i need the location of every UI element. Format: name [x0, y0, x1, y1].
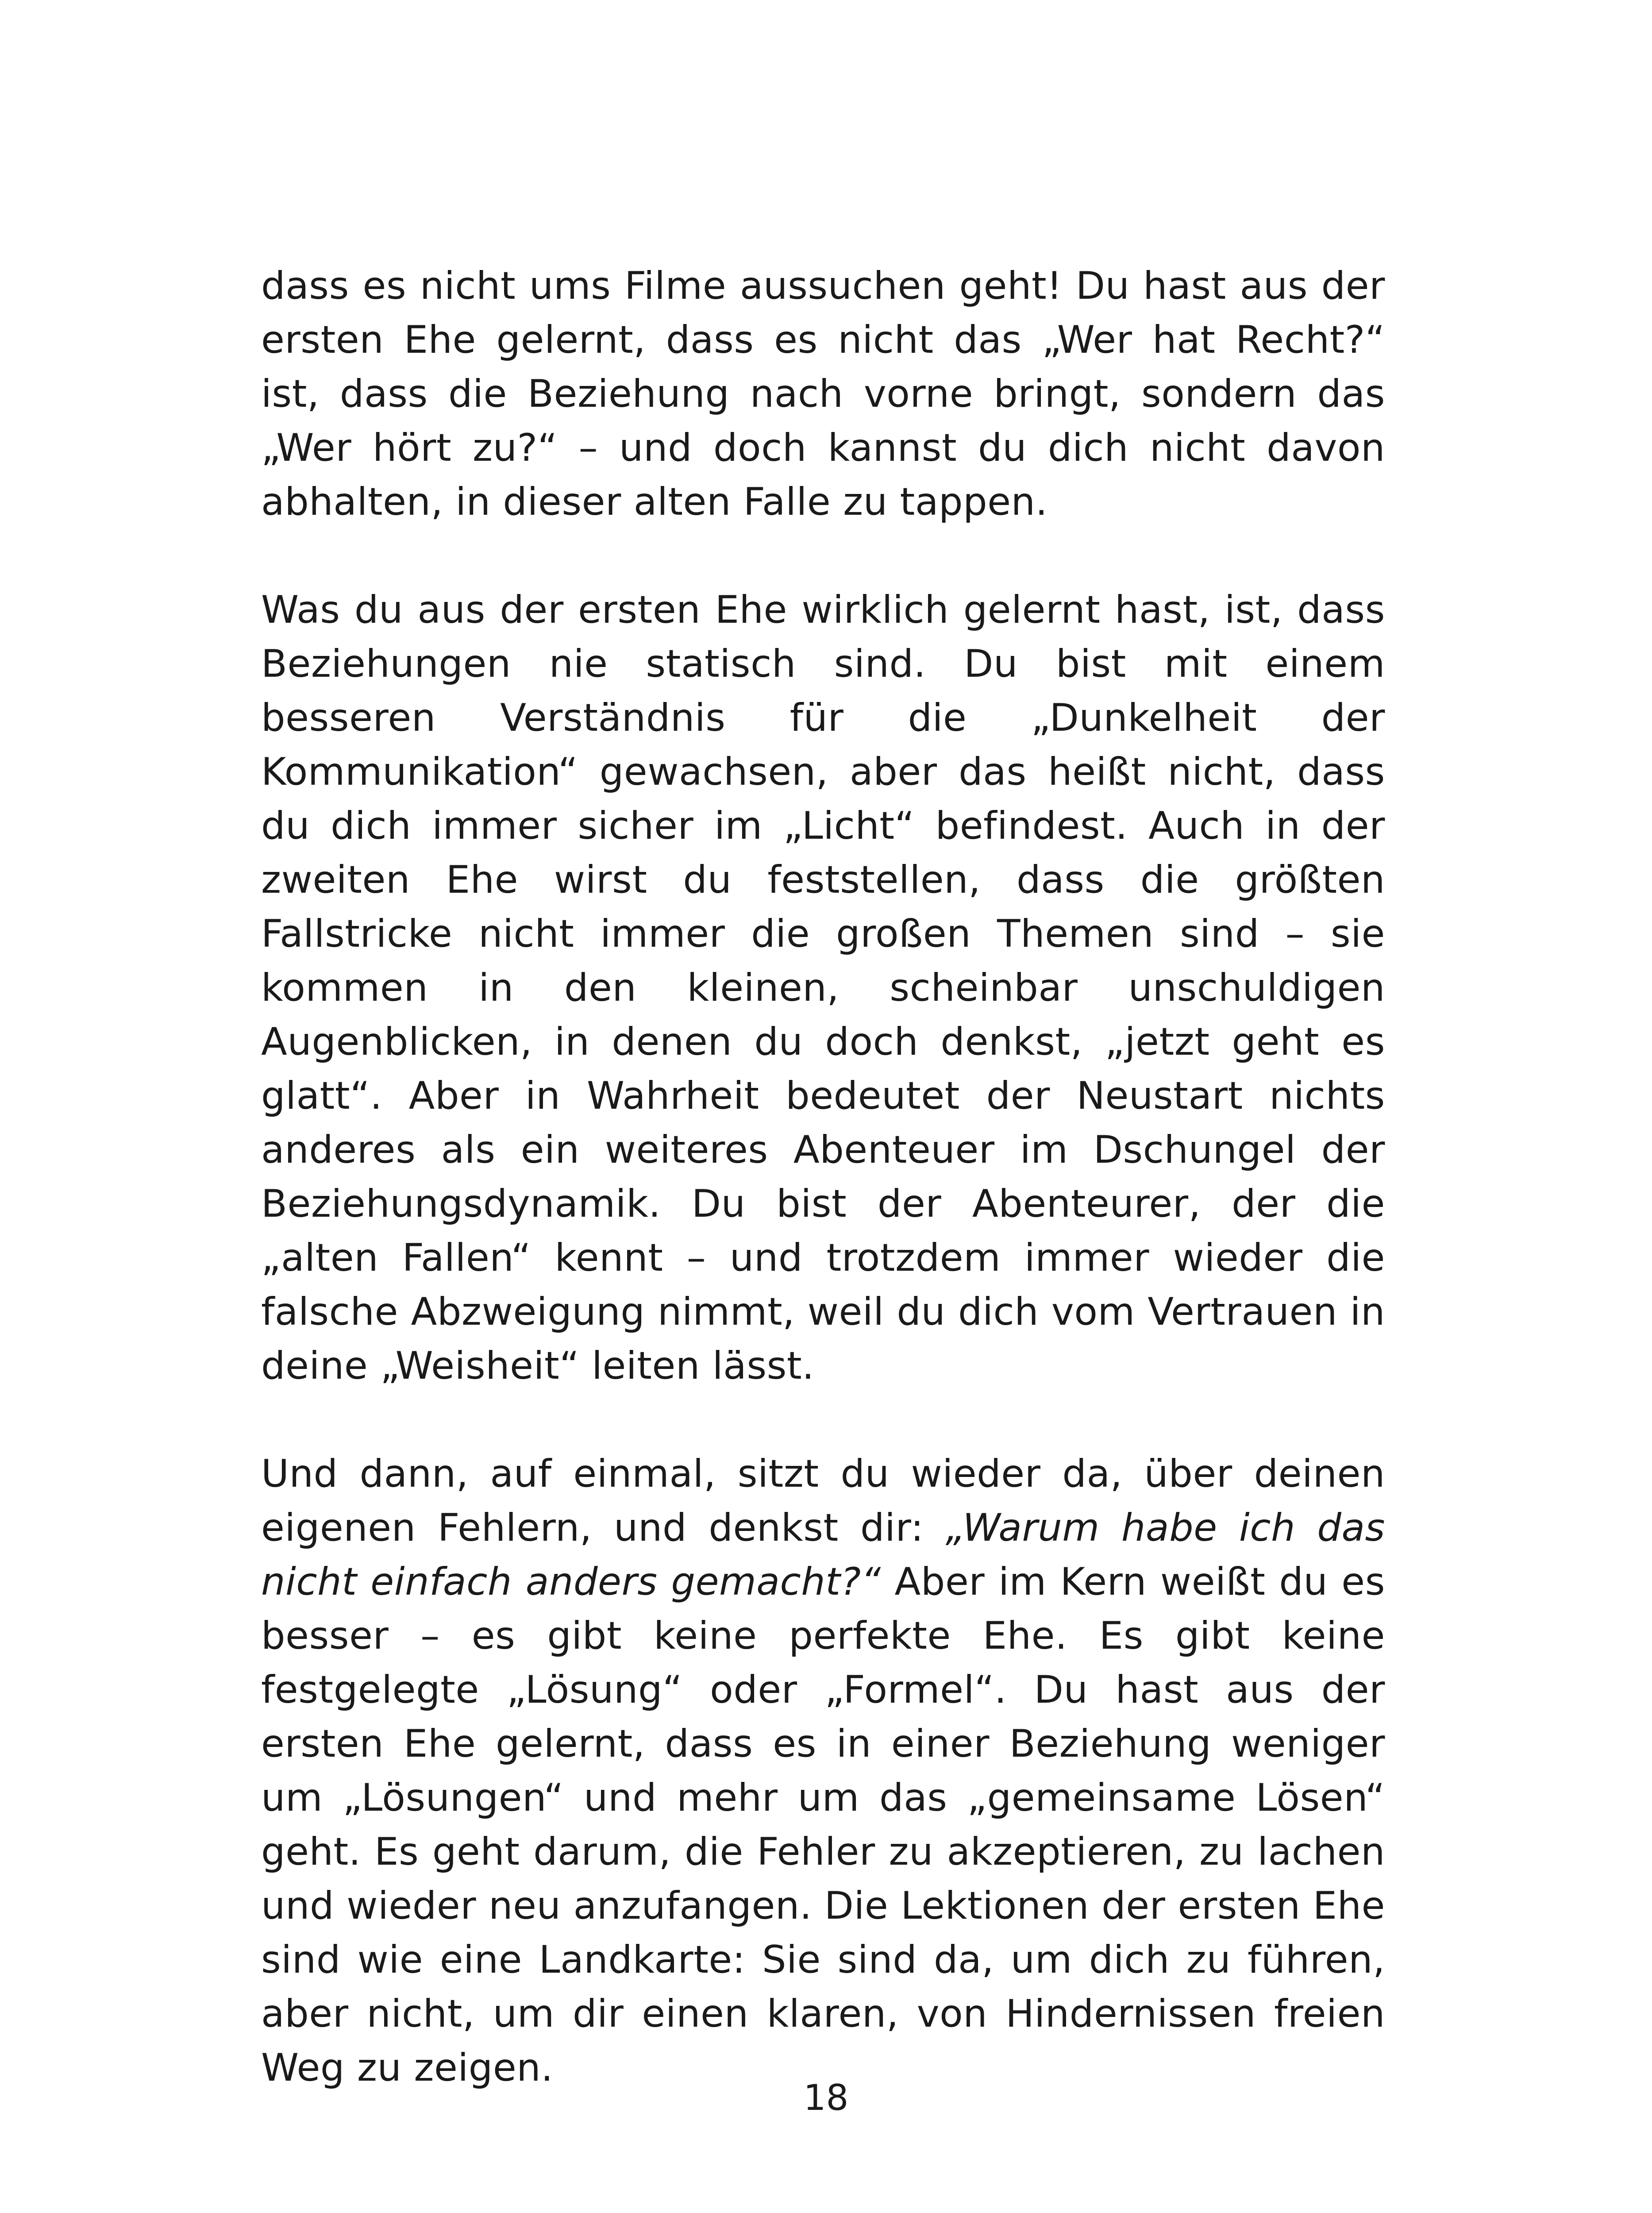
paragraph-2: Was du aus der ersten Ehe wirklich gelernt hast, ist, dass Beziehungen nie statisch sind. Du bist mit einem besseren Verständnis für die „Dunkelheit der Kommunikation“ gewachsen, aber das heißt nicht, dass du dich immer sicher im „Licht“ befindest. Auch in der zweiten Ehe wirst du feststellen, dass die größten Fallstricke nicht immer die großen Themen sind – sie kommen in den kleinen, scheinbar unschuldigen Augenblicken, in denen du doch denkst, „jetzt geht es glatt“. Aber in Wahrheit bedeutet der Neustart nichts anderes als ein weiteres Abenteuer im Dschungel der Beziehungsdynamik. Du bist der Abenteurer, der die „alten Fallen“ kennt – und trotzdem immer wieder die falsche Abzweigung nimmt, weil du dich vom Vertrauen in deine „Weisheit“ leiten lässt.	[261, 588, 1385, 1388]
page-number: 18	[803, 2077, 849, 2118]
paragraph-1: dass es nicht ums Filme aussuchen geht! Du hast aus der ersten Ehe gelernt, dass es nicht das „Wer hat Recht?“ ist, dass die Beziehung nach vorne bringt, sondern das „Wer hört zu?“ – und doch kannst du dich nicht davon abhalten, in dieser alten Falle zu tappen.	[261, 264, 1385, 524]
paragraph-3-italic-quote: „Warum habe ich das nicht einfach anders gemacht?“	[261, 1506, 1385, 1604]
paragraph-3	[261, 1447, 1385, 2095]
body-text	[261, 259, 1385, 2095]
paragraph-3-start: Und dann, auf einmal, sitzt du wieder da, über deinen eigenen Fehlern, und denkst dir:	[261, 1452, 1385, 1550]
paragraph-3-end: Aber im Kern weißt du es besser – es gibt keine perfekte Ehe. Es gibt keine festgelegte „Lösung“ oder „Formel“. Du hast aus der ersten Ehe gelernt, dass es in einer Beziehung weniger um „Lösungen“ und mehr um das „gemeinsame Lösen“ geht. Es geht darum, die Fehler zu akzeptieren, zu lachen und wieder neu anzufangen. Die Lektionen der ersten Ehe sind wie eine Landkarte: Sie sind da, um dich zu führen, aber nicht, um dir einen klaren, von Hindernissen freien Weg zu zeigen.	[261, 1560, 1386, 2090]
